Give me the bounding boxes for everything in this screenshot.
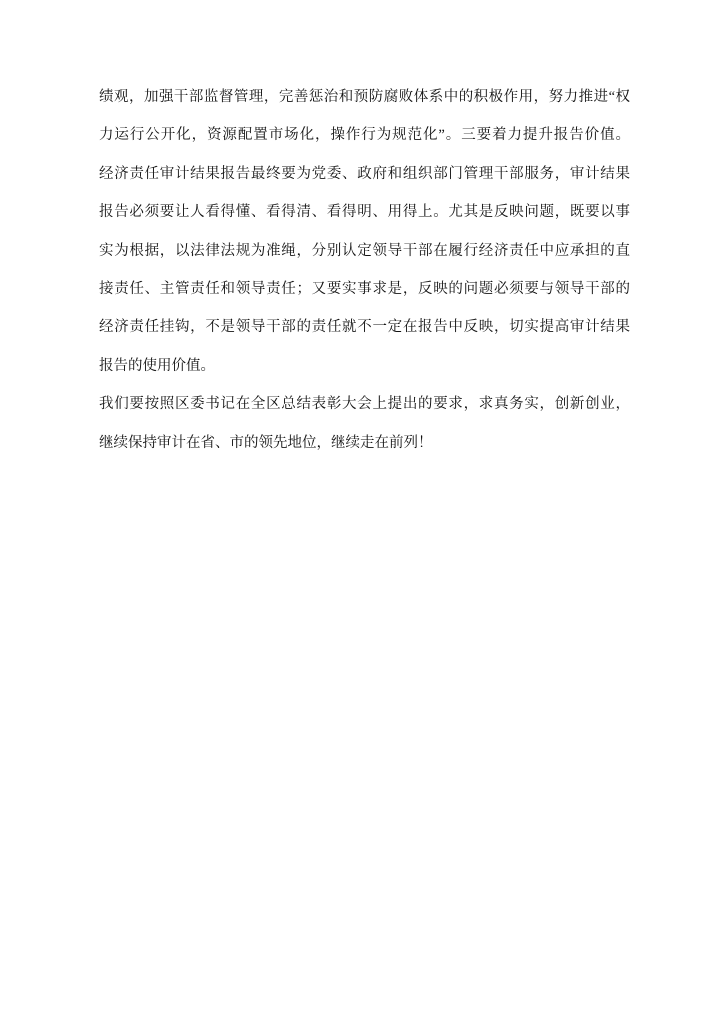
text-block xyxy=(99,78,630,462)
text-line: 绩观，加强干部监督管理，完善惩治和预防腐败体系中的积极作用，努力推进“权 xyxy=(99,89,630,105)
text-line: 经济责任挂钩，不是领导干部的责任就不一定在报告中反映，切实提高审计结果 xyxy=(99,319,630,336)
text-line: 继续保持审计在省、市的领先地位，继续走在前列！ xyxy=(99,434,433,451)
text-line: 力运行公开化，资源配置市场化，操作行为规范化”。三要着力提升报告价值。 xyxy=(99,127,630,144)
text-line: 报告的使用价值。 xyxy=(99,357,215,374)
text-line: 经济责任审计结果报告最终要为党委、政府和组织部门管理干部服务，审计结果 xyxy=(99,165,630,182)
text-line: 我们要按照区委书记在全区总结表彰大会上提出的要求，求真务实，创新创业， xyxy=(99,396,630,413)
text-line: 实为根据，以法律法规为准绳，分别认定领导干部在履行经济责任中应承担的直 xyxy=(99,242,630,259)
text-line: 报告必须要让人看得懂、看得清、看得明、用得上。尤其是反映问题，既要以事 xyxy=(99,204,630,221)
text-line: 接责任、主管责任和领导责任；又要实事求是，反映的问题必须要与领导干部的 xyxy=(99,281,630,298)
